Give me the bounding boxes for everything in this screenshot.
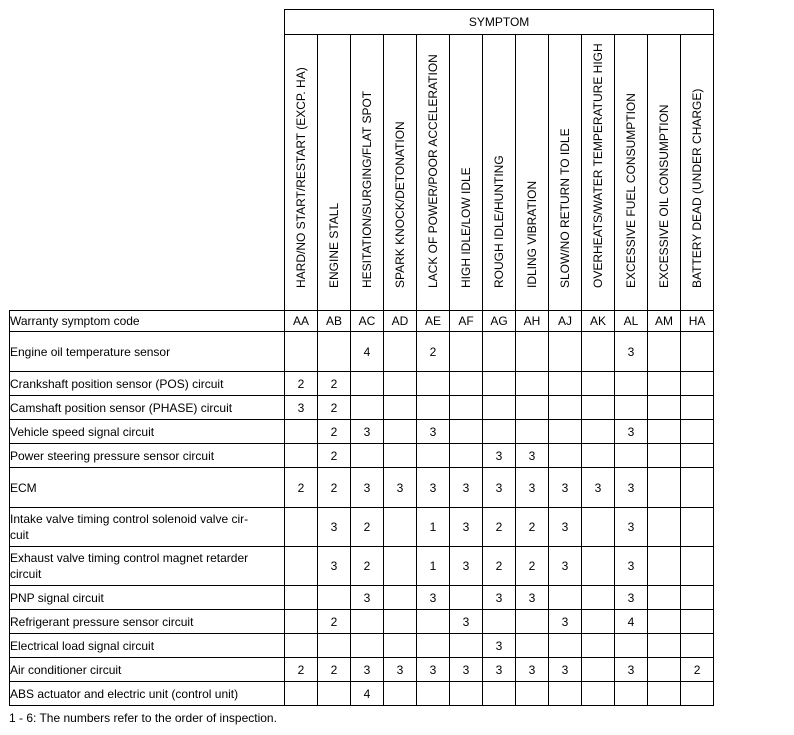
inspection-order-cell: 3 xyxy=(351,468,384,508)
inspection-order-cell xyxy=(417,372,450,396)
inspection-order-cell xyxy=(318,586,351,610)
inspection-order-cell xyxy=(516,332,549,372)
inspection-order-cell: 3 xyxy=(483,586,516,610)
inspection-order-cell: 3 xyxy=(615,508,648,547)
inspection-order-cell xyxy=(384,610,417,634)
inspection-order-cell xyxy=(615,682,648,706)
inspection-order-cell: 3 xyxy=(483,468,516,508)
inspection-order-cell: 4 xyxy=(615,610,648,634)
inspection-order-cell xyxy=(681,586,714,610)
inspection-order-cell xyxy=(351,372,384,396)
inspection-order-cell xyxy=(318,634,351,658)
symptom-label: LACK OF POWER/POOR ACCELERATION xyxy=(426,54,440,288)
symptom-column-header xyxy=(351,35,384,311)
inspection-order-cell xyxy=(549,682,582,706)
inspection-order-cell xyxy=(450,372,483,396)
inspection-order-cell xyxy=(285,420,318,444)
row-label: Electrical load signal circuit xyxy=(10,634,285,658)
inspection-order-cell xyxy=(648,508,681,547)
inspection-order-cell: 3 xyxy=(549,468,582,508)
inspection-order-cell: 3 xyxy=(615,420,648,444)
inspection-order-cell: 2 xyxy=(318,658,351,682)
inspection-order-cell xyxy=(285,610,318,634)
inspection-order-cell xyxy=(549,444,582,468)
inspection-order-cell: 2 xyxy=(318,468,351,508)
inspection-order-cell: 3 xyxy=(384,468,417,508)
inspection-order-cell: 4 xyxy=(351,682,384,706)
inspection-order-cell: 3 xyxy=(285,396,318,420)
inspection-order-cell: 2 xyxy=(483,508,516,547)
inspection-order-cell xyxy=(648,658,681,682)
inspection-order-cell xyxy=(681,420,714,444)
inspection-order-cell xyxy=(516,372,549,396)
inspection-order-cell: 3 xyxy=(483,658,516,682)
inspection-order-cell xyxy=(450,634,483,658)
row-label: Camshaft position sensor (PHASE) circuit xyxy=(10,396,285,420)
inspection-order-cell: 3 xyxy=(417,420,450,444)
inspection-order-cell: 3 xyxy=(450,658,483,682)
row-label: Crankshaft position sensor (POS) circuit xyxy=(10,372,285,396)
inspection-order-cell xyxy=(285,508,318,547)
inspection-order-cell xyxy=(648,634,681,658)
inspection-order-cell xyxy=(681,634,714,658)
inspection-order-cell xyxy=(351,634,384,658)
inspection-order-cell xyxy=(582,682,615,706)
inspection-order-cell xyxy=(516,634,549,658)
inspection-order-cell xyxy=(285,586,318,610)
inspection-order-cell xyxy=(384,682,417,706)
row-label: Air conditioner circuit xyxy=(10,658,285,682)
inspection-order-cell: 2 xyxy=(351,547,384,586)
symptom-label: BATTERY DEAD (UNDER CHARGE) xyxy=(690,88,705,288)
inspection-order-cell xyxy=(384,444,417,468)
symptom-column-header xyxy=(450,35,483,311)
inspection-order-cell: 2 xyxy=(285,468,318,508)
warranty-row-label: Warranty symptom code xyxy=(10,311,285,332)
table-row xyxy=(10,610,714,634)
inspection-order-cell xyxy=(417,610,450,634)
inspection-order-cell: 2 xyxy=(318,420,351,444)
symptom-column-header xyxy=(318,35,351,311)
inspection-order-cell: 3 xyxy=(450,547,483,586)
symptom-label: HIGH IDLE/LOW IDLE xyxy=(459,167,473,288)
inspection-order-cell xyxy=(384,396,417,420)
table-corner xyxy=(10,10,285,311)
symptom-label: EXCESSIVE OIL CONSUMPTION xyxy=(657,104,671,288)
row-label: Refrigerant pressure sensor circuit xyxy=(10,610,285,634)
inspection-order-cell: 1 xyxy=(417,547,450,586)
inspection-order-cell xyxy=(384,372,417,396)
symptom-column-header xyxy=(384,35,417,311)
inspection-order-cell: 3 xyxy=(351,658,384,682)
inspection-order-cell xyxy=(450,396,483,420)
table-row xyxy=(10,468,714,508)
inspection-order-cell xyxy=(648,468,681,508)
inspection-order-cell xyxy=(318,332,351,372)
inspection-order-cell xyxy=(417,634,450,658)
symptom-label: IDLING VIBRATION xyxy=(525,180,539,288)
inspection-order-cell: 3 xyxy=(516,658,549,682)
inspection-order-cell xyxy=(681,508,714,547)
table-row xyxy=(10,634,714,658)
row-label: PNP signal circuit xyxy=(10,586,285,610)
inspection-order-cell: 2 xyxy=(318,372,351,396)
inspection-order-cell xyxy=(648,586,681,610)
symptom-column-header xyxy=(417,35,450,311)
table-row xyxy=(10,372,714,396)
inspection-order-cell xyxy=(285,682,318,706)
inspection-order-cell: 2 xyxy=(483,547,516,586)
inspection-order-cell xyxy=(582,547,615,586)
warranty-code-cell: AL xyxy=(615,311,648,332)
inspection-order-cell: 3 xyxy=(582,468,615,508)
inspection-order-cell xyxy=(549,396,582,420)
inspection-order-cell xyxy=(648,610,681,634)
warranty-code-cell: HA xyxy=(681,311,714,332)
inspection-order-cell: 3 xyxy=(450,468,483,508)
inspection-order-cell xyxy=(483,396,516,420)
symptom-label: SPARK KNOCK/DETONATION xyxy=(393,121,407,288)
inspection-order-cell xyxy=(582,372,615,396)
table-row xyxy=(10,396,714,420)
footnote: 1 - 6: The numbers refer to the order of inspection. xyxy=(9,711,277,725)
inspection-order-cell xyxy=(483,372,516,396)
inspection-order-cell xyxy=(582,396,615,420)
inspection-order-cell: 3 xyxy=(417,468,450,508)
warranty-code-cell: AK xyxy=(582,311,615,332)
inspection-order-cell xyxy=(648,547,681,586)
row-label: Intake valve timing control solenoid valve cir- cuit xyxy=(10,508,285,547)
inspection-order-cell xyxy=(681,372,714,396)
row-label: Exhaust valve timing control magnet retarder circuit xyxy=(10,547,285,586)
inspection-order-cell: 1 xyxy=(417,508,450,547)
table-row xyxy=(10,586,714,610)
inspection-order-cell: 3 xyxy=(615,332,648,372)
inspection-order-cell xyxy=(483,332,516,372)
inspection-order-cell xyxy=(450,332,483,372)
inspection-order-cell: 2 xyxy=(417,332,450,372)
inspection-order-cell xyxy=(615,372,648,396)
table-row xyxy=(10,547,714,586)
inspection-order-cell: 2 xyxy=(516,508,549,547)
warranty-code-cell: AA xyxy=(285,311,318,332)
inspection-order-cell xyxy=(450,682,483,706)
inspection-order-cell xyxy=(516,610,549,634)
inspection-order-cell xyxy=(582,332,615,372)
inspection-order-cell xyxy=(681,444,714,468)
symptom-label: EXCESSIVE FUEL CONSUMPTION xyxy=(624,93,638,288)
inspection-order-cell: 2 xyxy=(318,610,351,634)
symptom-column-header xyxy=(615,35,648,311)
row-label: ECM xyxy=(10,468,285,508)
table-row xyxy=(10,658,714,682)
row-label: ABS actuator and electric unit (control unit) xyxy=(10,682,285,706)
inspection-order-cell: 3 xyxy=(483,634,516,658)
inspection-order-cell xyxy=(615,634,648,658)
inspection-order-cell: 2 xyxy=(516,547,549,586)
inspection-order-cell: 3 xyxy=(549,658,582,682)
inspection-order-cell xyxy=(384,332,417,372)
table-row xyxy=(10,332,714,372)
row-label: Vehicle speed signal circuit xyxy=(10,420,285,444)
inspection-order-cell xyxy=(615,396,648,420)
inspection-order-cell xyxy=(285,444,318,468)
inspection-order-cell xyxy=(417,444,450,468)
warranty-code-cell: AG xyxy=(483,311,516,332)
symptom-label: SLOW/NO RETURN TO IDLE xyxy=(558,128,572,288)
symptom-label: HARD/NO START/RESTART (EXCP. HA) xyxy=(294,67,308,288)
inspection-order-cell: 4 xyxy=(351,332,384,372)
inspection-order-cell xyxy=(285,547,318,586)
inspection-order-cell xyxy=(417,396,450,420)
inspection-order-cell: 2 xyxy=(318,396,351,420)
inspection-order-cell xyxy=(549,586,582,610)
inspection-order-cell xyxy=(318,682,351,706)
inspection-order-cell: 3 xyxy=(450,508,483,547)
inspection-order-cell xyxy=(483,682,516,706)
inspection-order-cell: 3 xyxy=(615,658,648,682)
inspection-order-cell xyxy=(582,586,615,610)
warranty-code-cell: AF xyxy=(450,311,483,332)
warranty-code-cell: AM xyxy=(648,311,681,332)
inspection-order-cell xyxy=(648,444,681,468)
inspection-order-cell xyxy=(516,682,549,706)
inspection-order-cell xyxy=(681,332,714,372)
inspection-order-cell xyxy=(681,468,714,508)
inspection-order-cell xyxy=(582,610,615,634)
symptom-label: OVERHEATS/WATER TEMPERATURE HIGH xyxy=(591,43,605,288)
inspection-order-cell xyxy=(351,610,384,634)
symptom-column-header xyxy=(681,35,714,311)
symptom-header: SYMPTOM xyxy=(285,10,714,35)
inspection-order-cell xyxy=(549,372,582,396)
inspection-order-cell xyxy=(681,396,714,420)
inspection-order-cell xyxy=(549,634,582,658)
symptom-column-header xyxy=(582,35,615,311)
inspection-order-cell xyxy=(285,634,318,658)
inspection-order-cell xyxy=(516,396,549,420)
inspection-order-cell xyxy=(648,396,681,420)
inspection-order-cell xyxy=(483,610,516,634)
inspection-order-cell: 3 xyxy=(516,468,549,508)
inspection-order-cell xyxy=(549,332,582,372)
inspection-order-cell xyxy=(648,372,681,396)
inspection-order-cell xyxy=(450,420,483,444)
inspection-order-cell xyxy=(285,332,318,372)
inspection-order-cell xyxy=(648,420,681,444)
warranty-code-cell: AJ xyxy=(549,311,582,332)
inspection-order-cell: 2 xyxy=(285,658,318,682)
inspection-order-cell xyxy=(384,547,417,586)
symptom-column-header xyxy=(549,35,582,311)
table-row xyxy=(10,508,714,547)
table-row xyxy=(10,420,714,444)
symptom-column-header xyxy=(516,35,549,311)
inspection-order-cell: 2 xyxy=(285,372,318,396)
inspection-order-cell xyxy=(351,396,384,420)
inspection-order-cell xyxy=(450,444,483,468)
inspection-order-cell: 3 xyxy=(516,586,549,610)
inspection-order-cell: 3 xyxy=(615,547,648,586)
symptom-column-header xyxy=(285,35,318,311)
warranty-code-row xyxy=(10,311,714,332)
inspection-order-cell: 3 xyxy=(318,508,351,547)
symptom-label: ENGINE STALL xyxy=(327,202,341,288)
table-row xyxy=(10,444,714,468)
inspection-order-cell: 3 xyxy=(549,547,582,586)
symptom-table xyxy=(9,9,714,706)
inspection-order-cell xyxy=(351,444,384,468)
inspection-order-cell: 3 xyxy=(483,444,516,468)
inspection-order-cell xyxy=(582,444,615,468)
inspection-order-cell: 3 xyxy=(318,547,351,586)
symptom-column-header xyxy=(648,35,681,311)
inspection-order-cell xyxy=(681,547,714,586)
inspection-order-cell xyxy=(615,444,648,468)
inspection-order-cell: 2 xyxy=(351,508,384,547)
inspection-order-cell: 3 xyxy=(450,610,483,634)
inspection-order-cell xyxy=(582,658,615,682)
inspection-order-cell xyxy=(384,586,417,610)
inspection-order-cell xyxy=(681,682,714,706)
inspection-order-cell xyxy=(516,420,549,444)
inspection-order-cell: 3 xyxy=(351,420,384,444)
inspection-order-cell xyxy=(582,420,615,444)
inspection-order-cell xyxy=(681,610,714,634)
inspection-order-cell: 3 xyxy=(516,444,549,468)
inspection-order-cell: 3 xyxy=(351,586,384,610)
symptom-label: HESITATION/SURGING/FLAT SPOT xyxy=(360,90,374,288)
inspection-order-cell: 3 xyxy=(417,658,450,682)
inspection-order-cell xyxy=(582,508,615,547)
inspection-order-cell xyxy=(384,634,417,658)
inspection-order-cell xyxy=(384,508,417,547)
symptom-column-header xyxy=(483,35,516,311)
inspection-order-cell xyxy=(483,420,516,444)
inspection-order-cell: 2 xyxy=(681,658,714,682)
row-label: Engine oil temperature sensor xyxy=(10,332,285,372)
warranty-code-cell: AB xyxy=(318,311,351,332)
warranty-code-cell: AH xyxy=(516,311,549,332)
symptom-label: ROUGH IDLE/HUNTING xyxy=(492,155,506,288)
inspection-order-cell xyxy=(417,682,450,706)
inspection-order-cell xyxy=(648,682,681,706)
warranty-code-cell: AE xyxy=(417,311,450,332)
warranty-code-cell: AD xyxy=(384,311,417,332)
inspection-order-cell: 3 xyxy=(384,658,417,682)
inspection-order-cell xyxy=(384,420,417,444)
inspection-order-cell xyxy=(450,586,483,610)
table-row xyxy=(10,682,714,706)
inspection-order-cell: 3 xyxy=(417,586,450,610)
inspection-order-cell xyxy=(549,420,582,444)
inspection-order-cell: 2 xyxy=(318,444,351,468)
inspection-order-cell xyxy=(648,332,681,372)
inspection-order-cell: 3 xyxy=(549,610,582,634)
inspection-order-cell: 3 xyxy=(549,508,582,547)
inspection-order-cell xyxy=(582,634,615,658)
row-label: Power steering pressure sensor circuit xyxy=(10,444,285,468)
warranty-code-cell: AC xyxy=(351,311,384,332)
inspection-order-cell: 3 xyxy=(615,586,648,610)
inspection-order-cell: 3 xyxy=(615,468,648,508)
